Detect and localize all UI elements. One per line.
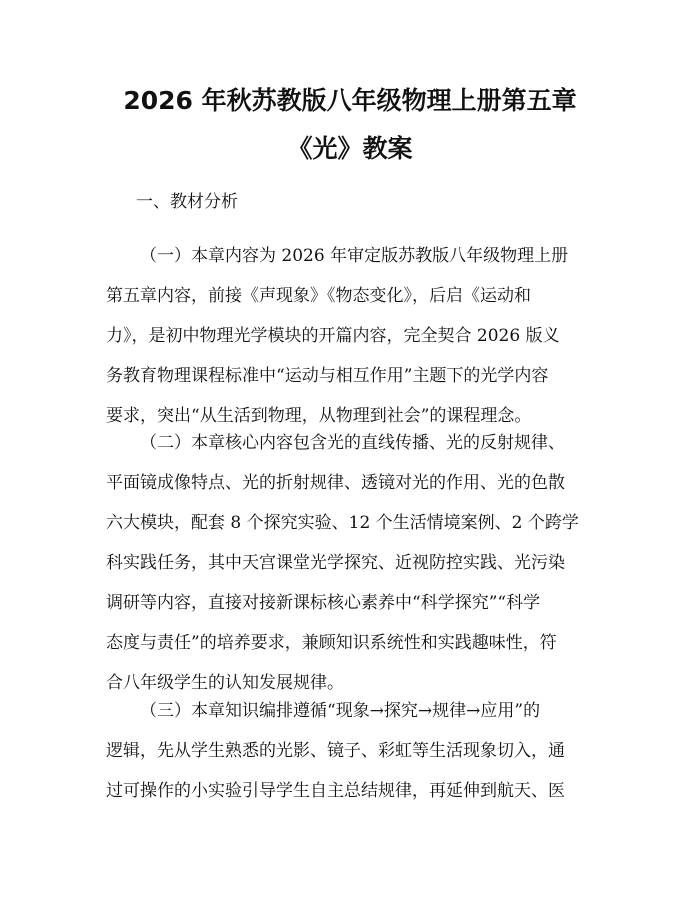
paragraph-line: 第五章内容，前接《声现象》《物态变化》，后启《运动和 — [106, 286, 531, 306]
paragraph-line: （三）本章知识编排遵循“现象→探究→规律→应用”的 — [140, 701, 541, 721]
paragraph-2 — [106, 423, 594, 703]
paragraph-line: 科实践任务，其中天宫课堂光学探究、近视防控实践、光污染 — [106, 553, 565, 573]
section-heading: 一、教材分析 — [136, 192, 238, 212]
paragraph-line: 力》，是初中物理光学模块的开篇内容，完全契合 2026 版义 — [106, 326, 560, 346]
paragraph-1 — [106, 236, 594, 436]
paragraph-line: 六大模块，配套 8 个探究实验、12 个生活情境案例、2 个跨学 — [106, 513, 579, 533]
paragraph-line: 过可操作的小实验引导学生自主总结规律，再延伸到航天、医 — [106, 781, 565, 801]
document-title-line-1: 2026 年秋苏教版八年级物理上册第五章 — [123, 86, 577, 115]
paragraph-line: （二）本章核心内容包含光的直线传播、光的反射规律、 — [140, 433, 565, 453]
paragraph-line: 调研等内容，直接对接新课标核心素养中“科学探究”“科学 — [106, 593, 541, 613]
paragraph-line: （一）本章内容为 2026 年审定版苏教版八年级物理上册 — [140, 246, 569, 266]
paragraph-3 — [106, 691, 594, 811]
paragraph-line: 态度与责任”的培养要求，兼顾知识系统性和实践趣味性，符 — [106, 633, 557, 653]
document-title-line-2: 《光》教案 — [287, 134, 413, 163]
paragraph-line: 逻辑，先从学生熟悉的光影、镜子、彩虹等生活现象切入，通 — [106, 741, 565, 761]
paragraph-line: 平面镜成像特点、光的折射规律、透镜对光的作用、光的色散 — [106, 473, 565, 493]
paragraph-line: 务教育物理课程标准中“运动与相互作用”主题下的光学内容 — [106, 366, 549, 386]
paragraph-line: 要求，突出“从生活到物理，从物理到社会”的课程理念。 — [106, 406, 532, 426]
paragraph-line: 合八年级学生的认知发展规律。 — [106, 673, 344, 693]
